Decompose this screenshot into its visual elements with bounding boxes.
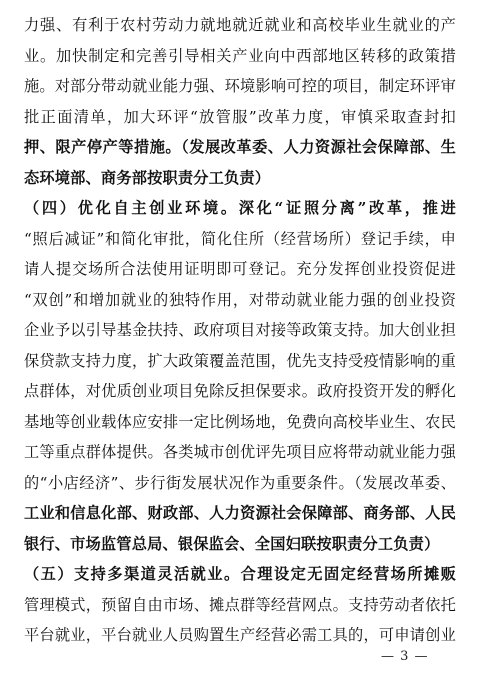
text-line: 银行、市场监管总局、银保监会、全国妇联按职责分工负责） [24,534,440,553]
text-line: 业。加快制定和完善引导相关产业向中西部地区转移的政策措 [24,46,456,65]
text-line: 批正面清单，加大环评“放管服”改革力度，审慎采取查封扣 [24,107,456,126]
text-line: 企业予以引导基金扶持、政府项目对接等政策支持。加大创业担 [24,321,456,339]
text-line: 请人提交场所合法使用证明即可登记。充分发挥创业投资促进 [24,260,456,278]
text-line: 押、限产停产等措施。（发展改革委、人力资源社会保障部、生 [24,138,456,156]
text-line: 力强、有利于农村劳动力就地就近就业和高校毕业生就业的产 [24,16,456,34]
text-line: “照后减证”和简化审批，简化住所（经营场所）登记手续，申 [24,229,456,248]
section-heading-5: （五）支持多渠道灵活就业。合理设定无固定经营场所摊贩 [24,565,456,583]
text-line: 保贷款支持力度，扩大政策覆盖范围，优先支持受疫情影响的重 [24,351,456,370]
text-line: 态环境部、商务部按职责分工负责） [24,168,271,187]
text-line: 工等重点群体提供。各类城市创优评先项目应将带动就业能力强 [24,443,456,461]
page-number: — 3 — [381,649,429,664]
text-line: 平台就业，平台就业人员购置生产经营必需工具的，可申请创业 [24,626,456,644]
text-line: 工业和信息化部、财政部、人力资源社会保障部、商务部、人民 [24,504,456,522]
text-line: 管理模式，预留自由市场、摊点群等经营网点。支持劳动者依托 [24,595,456,614]
text-line: 点群体，对优质创业项目免除反担保要求。政府投资开发的孵化 [24,382,456,400]
text-line: 的“小店经济”、步行街发展状况作为重要条件。（发展改革委、 [24,473,456,492]
section-heading-4: （四）优化自主创业环境。深化“证照分离”改革，推进 [24,199,456,217]
document-body [24,10,456,651]
text-line: “双创”和增加就业的独特作用，对带动就业能力强的创业投资 [24,290,456,309]
text-line: 施。对部分带动就业能力强、环境影响可控的项目，制定环评审 [24,77,456,95]
text-line: 基地等创业载体应安排一定比例场地，免费向高校毕业生、农民 [24,412,456,431]
